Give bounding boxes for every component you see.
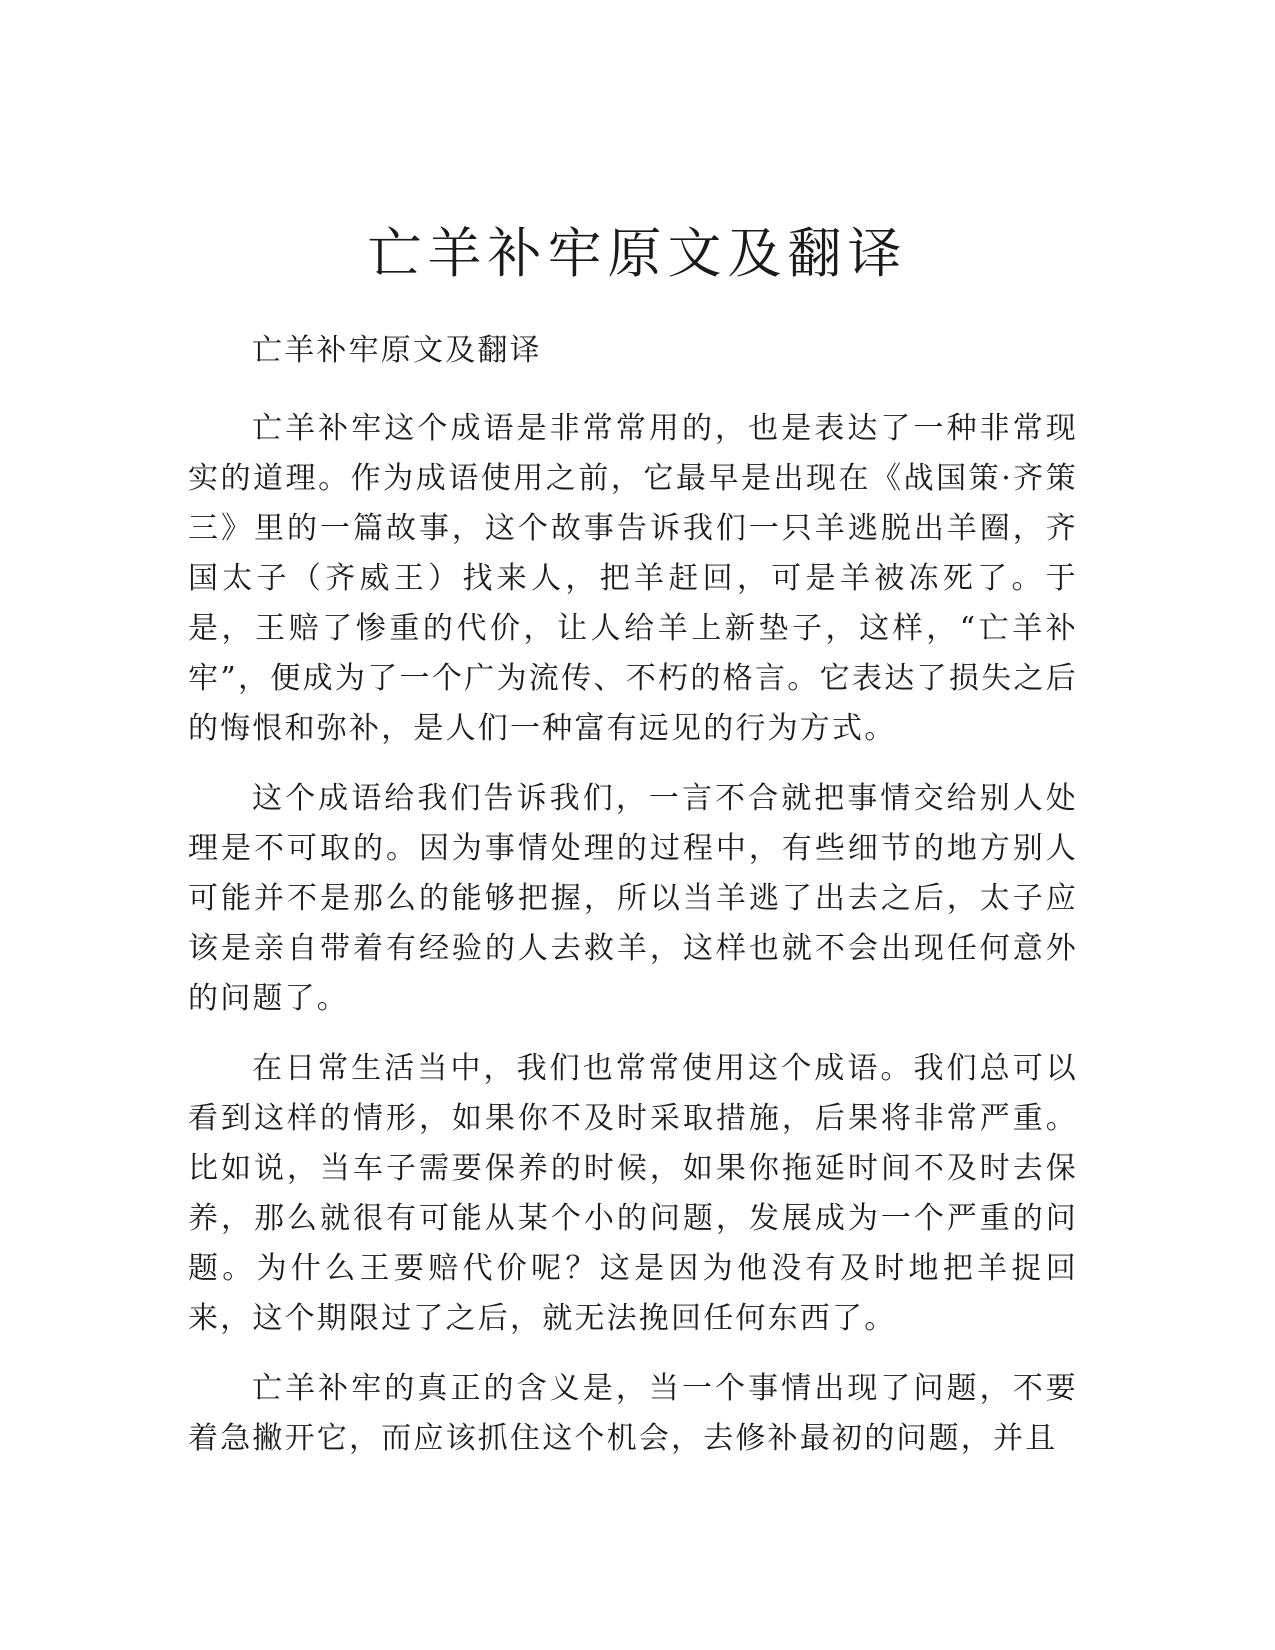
paragraph-1: 亡羊补牢这个成语是非常常用的，也是表达了一种非常现实的道理。作为成语使用之前，它最早是出现在《战国策·齐策三》里的一篇故事，这个故事告诉我们一只羊逃脱出羊圈，齐国太子（齐威王）找来人，把羊赶回，可是羊被冻死了。于是，王赔了惨重的代价，让人给羊上新垫子，这样，“亡羊补牢”，便成为了一个广为流传、不朽的格言。它表达了损失之后的悔恨和弥补，是人们一种富有远见的行为方式。 — [188, 411, 1078, 746]
document-subtitle: 亡羊补牢原文及翻译 — [252, 333, 542, 368]
document-body — [188, 326, 1078, 1484]
document-title: 亡羊补牢原文及翻译 — [367, 222, 908, 285]
paragraph-3: 在日常生活当中，我们也常常使用这个成语。我们总可以看到这样的情形，如果你不及时采取措施，后果将非常严重。比如说，当车子需要保养的时候，如果你拖延时间不及时去保养，那么就很有可能从某个小的问题，发展成为一个严重的问题。为什么王要赔代价呢？这是因为他没有及时地把羊捉回来，这个期限过了之后，就无法挽回任何东西了。 — [188, 1051, 1078, 1336]
paragraph-2: 这个成语给我们告诉我们，一言不合就把事情交给别人处理是不可取的。因为事情处理的过程中，有些细节的地方别人可能并不是那么的能够把握，所以当羊逃了出去之后，太子应该是亲自带着有经验的人去救羊，这样也就不会出现任何意外的问题了。 — [188, 781, 1078, 1016]
paragraph-4: 亡羊补牢的真正的含义是，当一个事情出现了问题，不要着急撇开它，而应该抓住这个机会，去修补最初的问题，并且 — [188, 1371, 1078, 1456]
